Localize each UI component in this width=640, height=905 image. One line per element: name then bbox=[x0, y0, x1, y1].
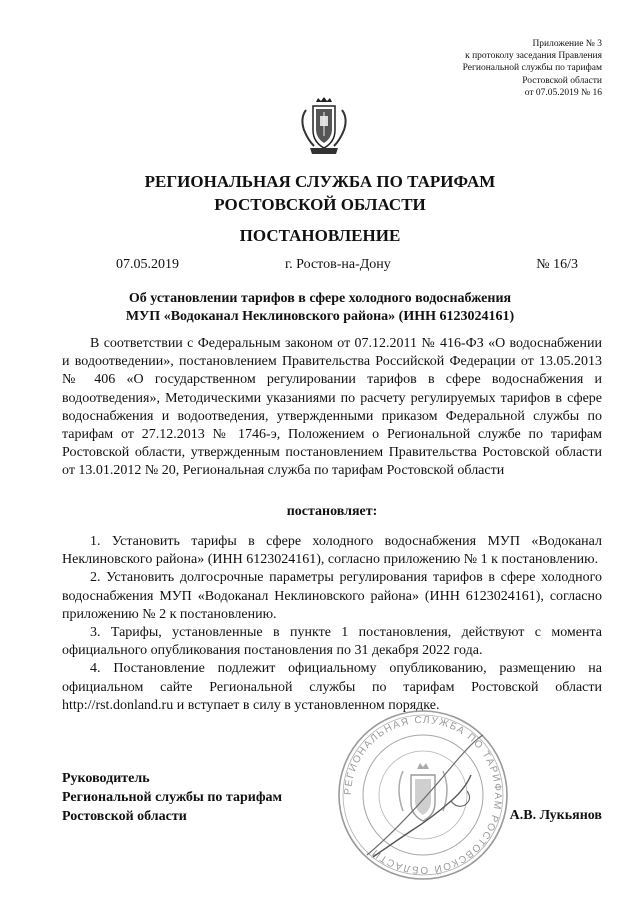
resolution-item: 3. Тарифы, установленные в пункте 1 постановления, действуют с момента официального опубликования постановления по 31 декабря 2022 года. bbox=[62, 625, 602, 659]
signatory-position-line: Ростовской области bbox=[62, 808, 187, 824]
agency-title-line: РОСТОВСКОЙ ОБЛАСТИ bbox=[214, 195, 426, 214]
resolution-item: 1. Установить тарифы в сфере холодного водоснабжения МУП «Водоканал Неклиновского района» (ИНН 6123024161), согласно приложению № 1 к постановлению. bbox=[62, 534, 602, 568]
official-seal bbox=[333, 705, 513, 885]
document-number: № 16/3 bbox=[536, 257, 578, 272]
signatory-position-line: Руководитель bbox=[62, 771, 150, 786]
document-type: ПОСТАНОВЛЕНИЕ bbox=[239, 226, 401, 245]
document-date: 07.05.2019 bbox=[116, 257, 179, 272]
annex-line: от 07.05.2019 № 16 bbox=[524, 87, 602, 98]
resolves-heading: постановляет: bbox=[286, 504, 378, 519]
document-city: г. Ростов-на-Дону bbox=[285, 257, 391, 272]
preamble bbox=[62, 335, 602, 481]
annex-line: к протоколу заседания Правления bbox=[465, 51, 602, 62]
annex-line: Ростовской области bbox=[522, 75, 602, 86]
annex-note bbox=[362, 38, 602, 99]
agency-title-line: РЕГИОНАЛЬНАЯ СЛУЖБА ПО ТАРИФАМ bbox=[144, 172, 496, 191]
coat-of-arms-icon bbox=[298, 96, 350, 156]
subject-line: МУП «Водоканал Неклиновского района» (ИНН 6123024161) bbox=[125, 309, 515, 324]
subject-line: Об установлении тарифов в сфере холодного водоснабжения bbox=[128, 291, 512, 306]
document-meta bbox=[116, 257, 578, 273]
seal-text: РЕГИОНАЛЬНАЯ СЛУЖБА ПО ТАРИФАМ РОСТОВСКОЙ ОБЛАСТИ bbox=[342, 714, 504, 876]
resolution-item: 2. Установить долгосрочные параметры регулирования тарифов в сфере холодного водоснабжения МУП «Водоканал Неклиновского района» (ИНН 6123024161), согласно приложению № 2 к постановлению. bbox=[62, 570, 602, 622]
signatory-position-line: Региональной службы по тарифам bbox=[62, 789, 283, 805]
annex-line: Региональной службы по тарифам bbox=[462, 63, 602, 74]
document-subject bbox=[70, 290, 570, 326]
resolution-items bbox=[62, 533, 602, 715]
preamble-paragraph: В соответствии с Федеральным законом от 07.12.2011 № 416-ФЗ «О водоснабжении и водоотведении», постановлением Правительства Российской Федерации от 13.05.2013 № 406 «О государственном регулировании тарифов в сфере водоснабжения и водоотведения», Методическими указаниями по расчету регулируемых тарифов в сфере водоснабжения и водоотведения, утвержденными приказом Федеральной службы по тарифам от 27.12.2013 № 1746-э, Положением о Региональной службе по тарифам Ростовской области, утвержденным постановлением Правительства Ростовской области от 13.01.2012 № 20, Региональная служба по тарифам Ростовской области bbox=[62, 336, 602, 479]
agency-title bbox=[60, 170, 580, 216]
annex-line: Приложение № 3 bbox=[532, 39, 602, 49]
resolution-item: 4. Постановление подлежит официальному опубликованию, размещению на официальном сайте Региональной службы по тарифам Ростовской области http://rst.donland.ru и вступает в силу в установленном порядке. bbox=[62, 661, 602, 713]
signatory-position bbox=[62, 770, 282, 826]
signatory-name: А.В. Лукьянов bbox=[509, 808, 602, 823]
